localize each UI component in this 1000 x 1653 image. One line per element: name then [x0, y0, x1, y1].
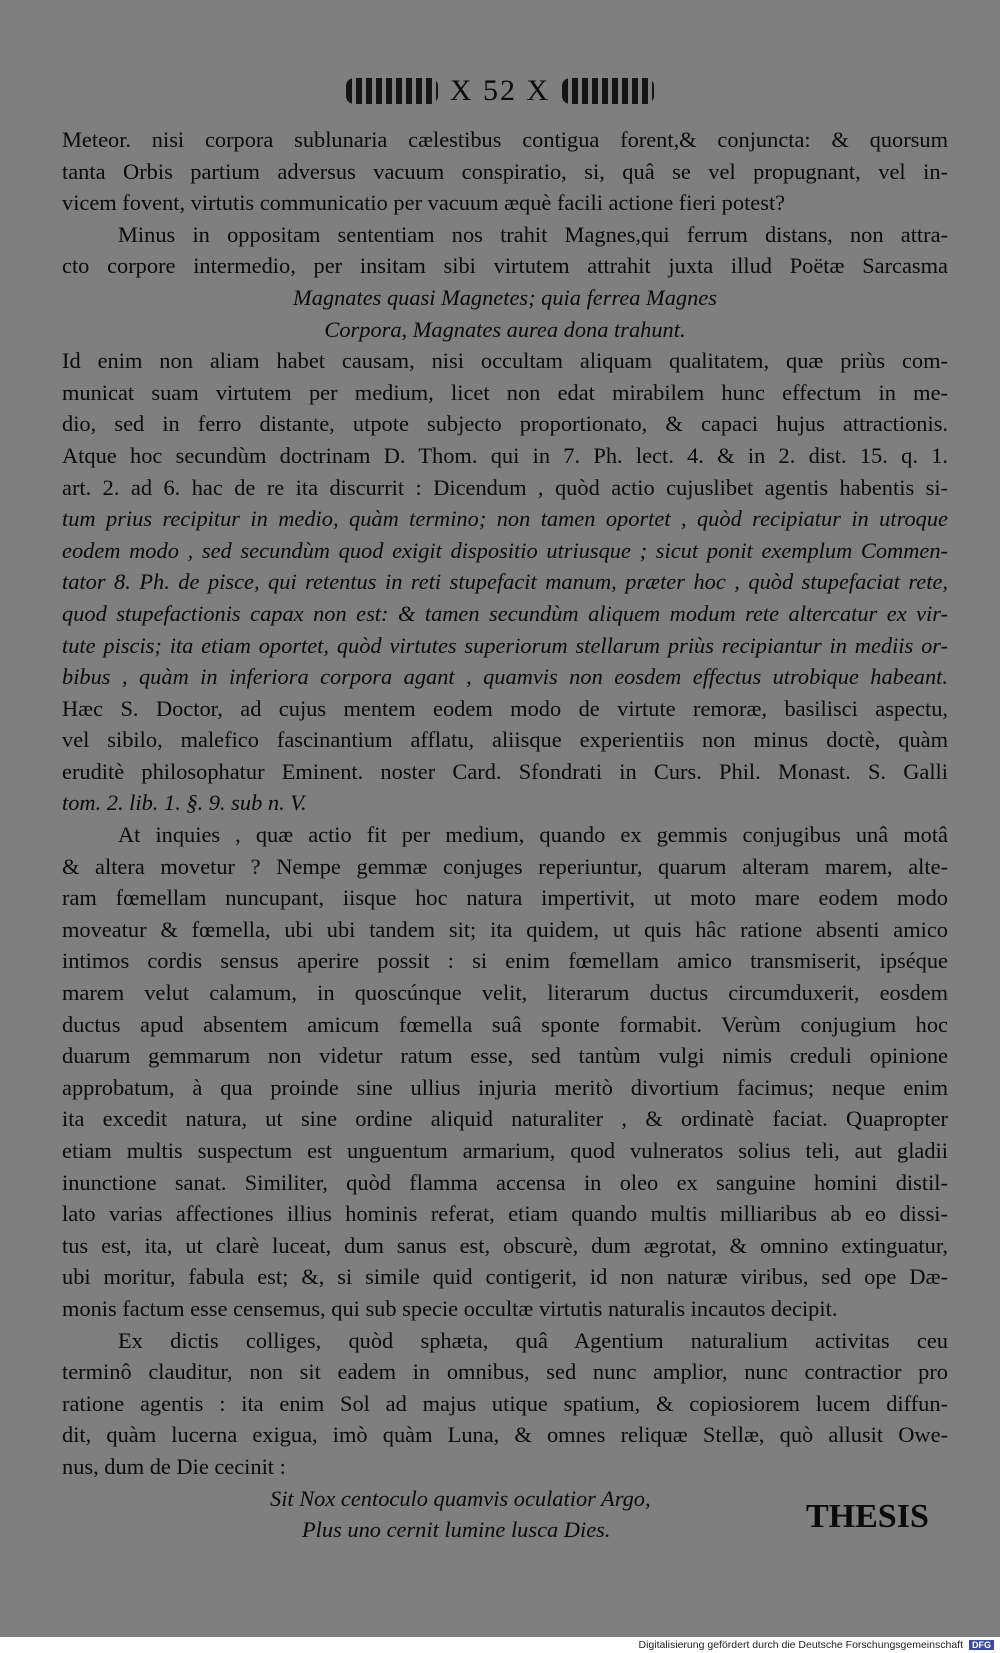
text-line: tanta Orbis partium adversus vacuum conspiratio, si, quâ se vel propugnant, vel in- [62, 158, 948, 184]
text-line: eruditè philosophatur Eminent. noster Card. Sfondrati in Curs. Phil. Monast. S. Galli [62, 758, 948, 784]
page-header [0, 74, 1000, 108]
text-line: approbatum, à qua proinde sine ullius injuria meritò divortium facimus; neque enim [62, 1074, 948, 1100]
verse-line: Magnates quasi Magnetes; quia ferrea Magnes [293, 284, 717, 310]
quote-line: tute piscis; ita etiam oportet, quòd virtutes superiorum stellarum priùs recipiantur in mediis or- [62, 632, 948, 658]
verse-line: Sit Nox centoculo quamvis oculatior Argo, [270, 1485, 651, 1511]
text-line: terminô clauditur, non sit eadem in omnibus, sed nunc amplior, nunc contractior pro [62, 1359, 948, 1385]
text-line: marem velut calamum, in quoscúnque velit, literarum ductus circumduxerit, eosdem [62, 980, 948, 1006]
text-line: intimos cordis sensus aperire possit : si enim fœmellam amico transmiserit, ipséque [62, 948, 948, 974]
text-line: lato varias affectiones illius hominis referat, etiam quando multis milliaribus ab eo dissi- [62, 1201, 948, 1227]
text-line: Hæc S. Doctor, ad cujus mentem eodem modo de virtute remoræ, basilisci aspectu, [62, 695, 948, 721]
text-line: cto corpore intermedio, per insitam sibi virtutem attrahit juxta illud Poëtæ Sarcasma [62, 253, 948, 279]
text-line: municat suam virtutem per medium, licet non edat mirabilem hunc effectum in me- [62, 379, 948, 405]
verse-line: Plus uno cernit lumine lusca Dies. [302, 1517, 611, 1543]
text-line: art. 2. ad 6. hac de re ita discurrit : Dicendum , quòd actio cujuslibet agentis habentis si- [62, 474, 948, 500]
text-line: tom. 2. lib. 1. §. 9. sub n. V. [62, 790, 307, 816]
text-line: etiam multis suspectum est unguentum armarium, quod vulneratos solius teli, aut gladii [62, 1138, 948, 1163]
text-line: moveatur & fœmella, ubi ubi tandem sit; ita quidem, ut quis hâc ratione absenti amico [62, 916, 948, 942]
text-line: duarum gemmarum non videtur ratum esse, sed tantùm vulgi nimis creduli opinione [62, 1043, 948, 1069]
text-line: Ex dictis colliges, quòd sphæta, quâ Agentium naturalium activitas ceu [118, 1327, 948, 1353]
text-line: ratione agentis : ita enim Sol ad majus utique spatium, & copiosiorem lucem diffun- [62, 1390, 948, 1416]
text-line: dio, sed in ferro distante, utpote subjecto proportionato, & capaci hujus attractionis. [62, 411, 948, 437]
text-line: ductus apud absentem amicum fœmella suâ sponte formabit. Verùm conjugium hoc [62, 1011, 948, 1037]
text-line: ram fœmellam nuncupant, iisque hoc natura impertivit, ut moto mare eodem modo [62, 885, 948, 911]
text-line: monis factum esse censemus, qui sub specie occultæ virtutis naturalis incautos decipit. [62, 1295, 838, 1321]
quote-line: quod stupefactionis capax non est: & tamen secundùm aliquem modum rete altercatur ex vir- [62, 600, 948, 626]
catchword: THESIS [806, 1498, 929, 1535]
quote-line: tum prius recipitur in medio, quàm termino; non tamen oportet , quòd recipiatur in utroque [62, 506, 948, 532]
text-line: nus, dum de Die cecinit : [62, 1453, 286, 1479]
footer-bar [0, 1637, 1000, 1653]
text-line: inunctione sanat. Similiter, quòd flamma accensa in oleo ex sanguine homini distil- [62, 1169, 948, 1195]
text-line: At inquies , quæ actio fit per medium, quando ex gemmis conjugibus unâ motâ [118, 822, 948, 848]
text-line: vel sibilo, malefico fascinantium afflatu, aliisque experientiis non minus doctè, quàm [62, 727, 948, 753]
quote-line: eodem modo , sed secundùm quod exigit dispositio utriusque ; sicut ponit exemplum Commen- [62, 537, 948, 563]
text-line: vicem fovent, virtutis communicatio per vacuum æquè facili actione fieri potest? [62, 190, 786, 216]
text-line: tus est, ita, ut clarè luceat, dum sanus est, obscurè, dum ægrotat, & omnino extinguatur, [62, 1232, 948, 1258]
ornament-right-icon [562, 78, 654, 104]
text-line: Id enim non aliam habet causam, nisi occultam aliquam qualitatem, quæ priùs com- [62, 348, 948, 374]
text-line: ubi moritur, fabula est; &, si simile quid contigerit, id non naturæ viribus, sed ope Dæ- [62, 1264, 948, 1290]
quote-line: bibus , quàm in inferiora corpora agant , quamvis non eosdem effectus utrobique habeant. [62, 664, 948, 690]
text-line: dit, quàm lucerna exigua, imò quàm Luna, & omnes reliquæ Stellæ, quò allusit Owe- [62, 1422, 948, 1448]
text-line: ita excedit natura, ut sine ordine aliquid naturaliter , & ordinatè faciat. Quapropter [62, 1106, 948, 1132]
text-line: Atque hoc secundùm doctrinam D. Thom. qui in 7. Ph. lect. 4. & in 2. dist. 15. q. 1. [62, 442, 948, 468]
text-line: Meteor. nisi corpora sublunaria cælestibus contigua forent,& conjuncta: & quorsum [62, 127, 948, 152]
dfg-logo: DFG [969, 1640, 994, 1650]
verse-line: Corpora, Magnates aurea dona trahunt. [324, 316, 686, 342]
text-line: Minus in oppositam sententiam nos trahit Magnes,qui ferrum distans, non attra- [118, 221, 948, 247]
quote-line: tator 8. Ph. de pisce, qui retentus in reti stupefacit manum, præter hoc , quòd stupefaciat rete, [62, 569, 948, 595]
page-number: X 52 X [449, 74, 551, 107]
body-text [62, 124, 948, 1546]
text-line: & altera movetur ? Nempe gemmæ conjuges reperiuntur, quarum alteram marem, alte- [62, 853, 948, 879]
ornament-left-icon [346, 78, 438, 104]
footer-text: Digitalisierung gefördert durch die Deutsche Forschungsgemeinschaft [638, 1639, 963, 1651]
